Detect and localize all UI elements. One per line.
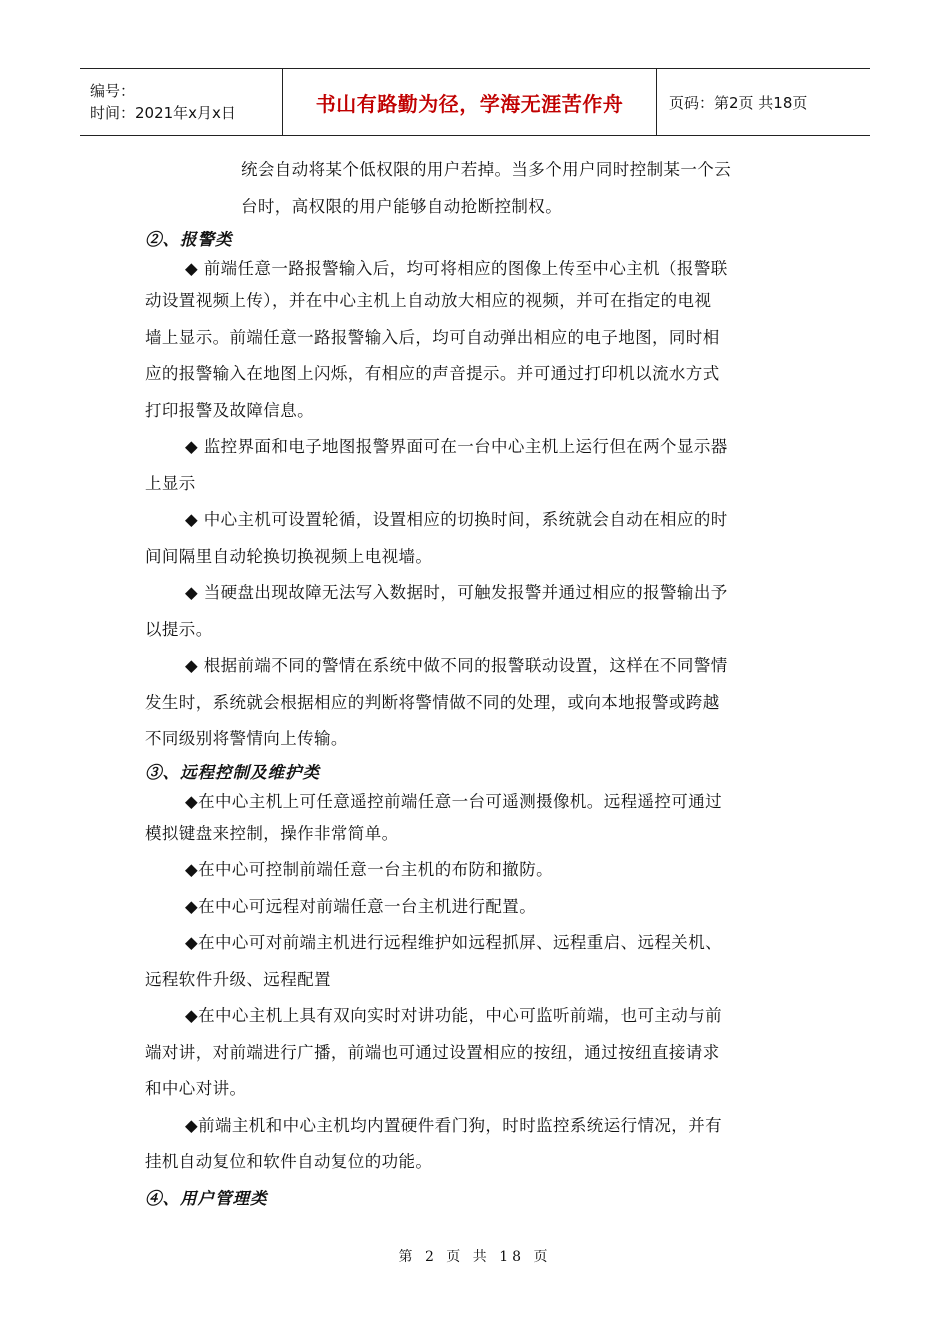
paragraph-line: 应的报警输入在地图上闪烁，有相应的声音提示。并可通过打印机以流水方式 <box>145 364 720 383</box>
paragraph <box>145 254 805 429</box>
paragraph-line: ◆在中心主机上具有双向实时对讲功能，中心可监听前端，也可主动与前 <box>185 1006 722 1025</box>
paragraph-line: ◆在中心可对前端主机进行远程维护如远程抓屏、远程重启、远程关机、 <box>185 933 722 952</box>
paragraph <box>145 925 805 998</box>
paragraph-line: 远程软件升级、远程配置 <box>145 969 331 989</box>
header-motto: 书山有路勤为径，学海无涯苦作舟 <box>315 91 624 116</box>
paragraph-line: ◆ 前端任意一路报警输入后，均可将相应的图像上传至中心主机（报警联 <box>185 259 728 278</box>
section-heading-user: ④、用户管理类 <box>145 1188 268 1208</box>
paragraph-line: ◆在中心可远程对前端任意一台主机进行配置。 <box>185 896 537 916</box>
paragraph-line: 端对讲，对前端进行广播，前端也可通过设置相应的按纽，通过按纽直接请求 <box>145 1042 720 1062</box>
paragraph <box>145 502 805 575</box>
paragraph-line: ◆ 根据前端不同的警情在系统中做不同的报警联动设置，这样在不同警情 <box>185 656 728 675</box>
paragraph-line: 打印报警及故障信息。 <box>145 400 314 420</box>
paragraph-line: ◆ 监控界面和电子地图报警界面可在一台中心主机上运行但在两个显示器 <box>185 437 728 456</box>
paragraph <box>145 852 805 889</box>
paragraph-line: ◆ 当硬盘出现故障无法写入数据时，可触发报警并通过相应的报警输出予 <box>185 583 728 602</box>
paragraph-line: ◆在中心可控制前端任意一台主机的布防和撤防。 <box>185 860 553 879</box>
paragraph-line: 不同级别将警情向上传输。 <box>145 729 348 748</box>
paragraph-line: 发生时，系统就会根据相应的判断将警情做不同的处理，或向本地报警或跨越 <box>145 692 720 712</box>
paragraph-line: ◆前端主机和中心主机均内置硬件看门狗，时时监控系统运行情况，并有 <box>185 1115 722 1135</box>
paragraph <box>145 648 805 758</box>
paragraph-line: 模拟键盘来控制，操作非常简单。 <box>145 823 399 843</box>
paragraph-line: 和中心对讲。 <box>145 1079 247 1098</box>
header-motto-cell <box>283 69 657 135</box>
header-page-cell <box>657 69 807 135</box>
document-body <box>145 152 805 1217</box>
paragraph-line: 墙上显示。前端任意一路报警输入后，均可自动弹出相应的电子地图，同时相 <box>145 327 720 347</box>
paragraph-line: 间间隔里自动轮换切换视频上电视墙。 <box>145 546 433 566</box>
header-meta <box>80 69 283 135</box>
paragraph <box>145 998 805 1108</box>
section-heading-alarm: ②、报警类 <box>145 230 233 249</box>
paragraph <box>145 889 805 926</box>
paragraph <box>145 787 805 853</box>
paragraph-line: 动设置视频上传），并在中心主机上自动放大相应的视频，并可在指定的电视 <box>145 291 712 310</box>
paragraph <box>145 429 805 502</box>
paragraph <box>145 575 805 648</box>
header-page-label: 页码：第2页 共18页 <box>669 93 808 112</box>
section-heading-remote: ③、远程控制及维护类 <box>145 762 320 782</box>
paragraph-line: 台时，高权限的用户能够自动抢断控制权。 <box>241 196 563 216</box>
paragraph-line: 统会自动将某个低权限的用户若掉。当多个用户同时控制某一个云 <box>241 160 732 179</box>
time-label: 时间：2021年x月x日 <box>90 104 236 122</box>
paragraph-line: 以提示。 <box>145 619 213 639</box>
paragraph-line: ◆在中心主机上可任意遥控前端任意一台可遥测摄像机。远程遥控可通过 <box>185 791 722 811</box>
paragraph <box>145 1108 805 1181</box>
paragraph-line: 上显示 <box>145 473 196 493</box>
paragraph-line: ◆ 中心主机可设置轮循，设置相应的切换时间，系统就会自动在相应的时 <box>185 510 728 529</box>
page-header <box>80 68 870 136</box>
page-footer: 第 2 页 共 18 页 <box>398 1249 552 1265</box>
number-label: 编号： <box>90 82 136 100</box>
paragraph-line: 挂机自动复位和软件自动复位的功能。 <box>145 1152 433 1171</box>
